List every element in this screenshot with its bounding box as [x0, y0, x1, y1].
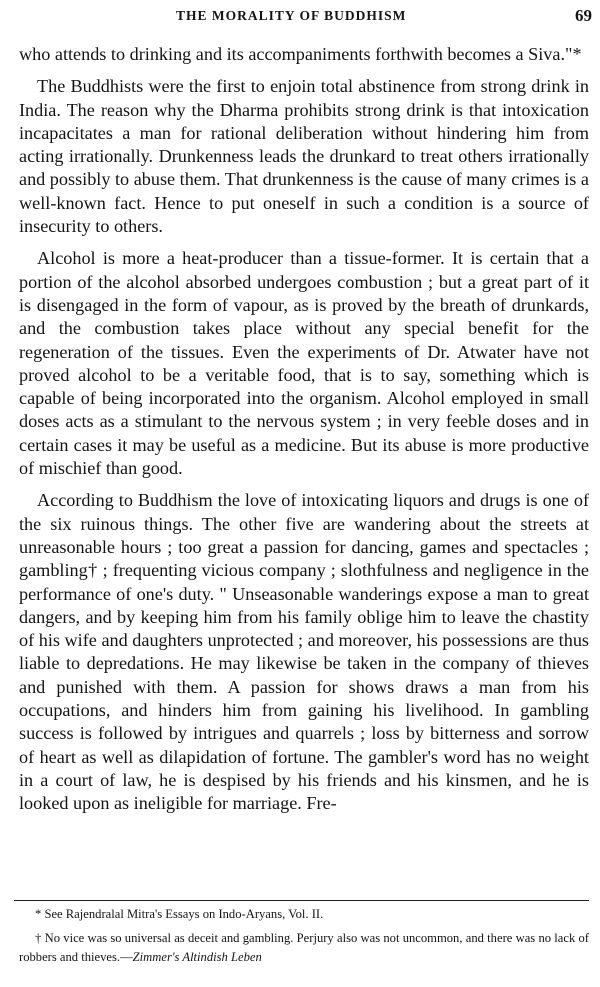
- running-title: THE MORALITY OF BUDDHISM: [176, 8, 407, 23]
- paragraph-abstinence: The Buddhists were the first to enjoin total abstinence from strong drink in India. The reason why the Dharma prohibits strong drink is that intoxication incapacitates a man for rational deliberation without hindering him from acting irrationally. Drunkenness leads the drunkard to treat others irrationally and possibly to abuse them. That drunkenness is the cause of many crimes is a well-known fact. Hence to put oneself in such a condition is a source of insecurity to others.: [19, 76, 589, 237]
- footnote-1: * See Rajendralal Mitra's Essays on Indo-Aryans, Vol. II.: [35, 907, 324, 921]
- paragraph-continuation: who attends to drinking and its accompaniments forthwith becomes a Siva."*: [19, 44, 582, 64]
- paragraph-ruinous-things: According to Buddhism the love of intoxicating liquors and drugs is one of the six ruinous things. The other five are wandering about the streets at unreasonable hours ; too great a passion for dancing, games and spectacles ; gambling† ; frequenting vicious company ; slothfulness and negligence in the performance of one's duty. " Unseasonable wanderings expose a man to great dangers, and by keeping him from his family oblige him to leave the chastity of his wife and daughters unprotected ; and moreover, his possessions are thus liable to depredations. He may likewise be taken in the company of thieves and punished with them. A passion for shows draws a man from his occupations, and hinders him from gaining his livelihood. In gambling success is followed by intrigues and quarrels ; loss by bitterness and sorrow of heart as well as dilapidation of fortune. The gambler's word has no weight in a court of law, he is despised by his friends and his kinsmen, and he is looked upon as ineligible for marriage. Fre-: [19, 490, 589, 814]
- footnote-2-text: † No vice was so universal as deceit and gambling. Perjury also was not uncommon, and there was no lack of robbers and thieves.—: [19, 931, 589, 964]
- footnotes: [19, 905, 589, 967]
- body-text: [19, 43, 589, 816]
- footnote-2-source: Zimmer's Altindish Leben: [132, 950, 262, 964]
- footnote-divider: [14, 900, 589, 901]
- footnote-2: [19, 929, 589, 967]
- page-number: 69: [575, 6, 592, 25]
- page-header: [0, 8, 600, 30]
- paragraph-alcohol: Alcohol is more a heat-producer than a tissue-former. It is certain that a portion of the alcohol absorbed undergoes combustion ; but a great part of it is disengaged in the form of vapour, as is proved by the breath of drunkards, and the combustion takes place without any special benefit for the regeneration of the tissues. Even the experiments of Dr. Atwater have not proved alcohol to be a veritable food, that is to say, something which is capable of being incorporated into the organism. Alcohol employed in small doses acts as a stimulant to the nervous system ; in very feeble doses and in certain cases it may be useful as a medicine. But its abuse is more productive of mischief than good.: [19, 248, 589, 479]
